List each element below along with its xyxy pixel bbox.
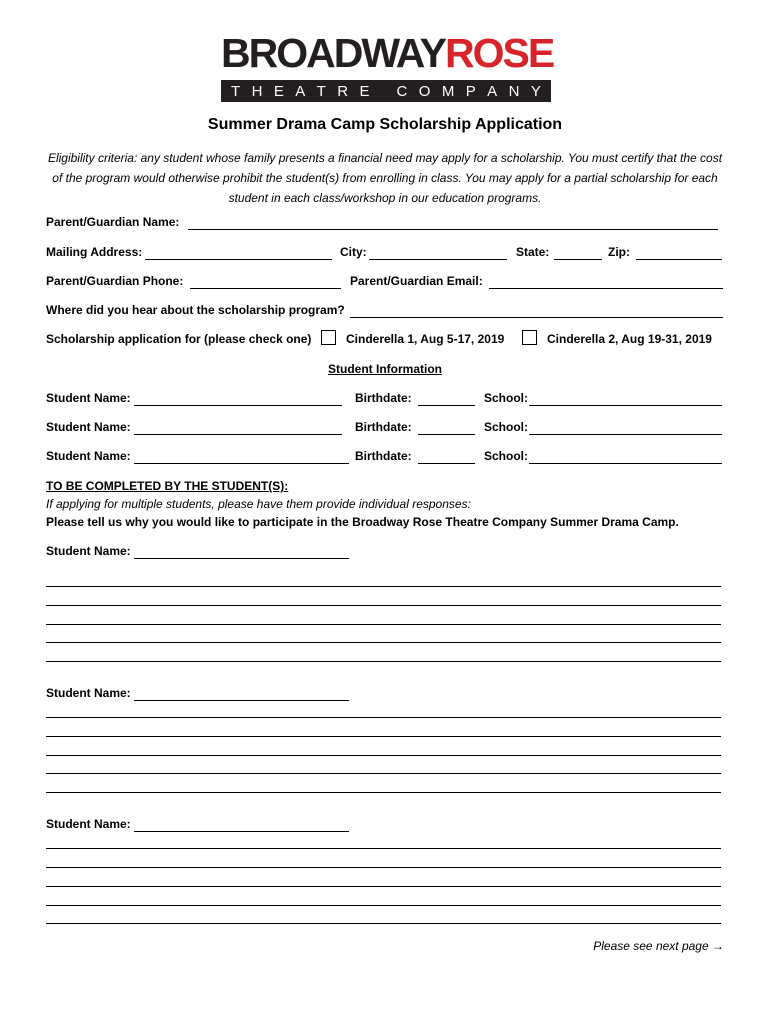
zip-label: Zip: [608, 245, 630, 259]
response-line[interactable] [46, 624, 721, 625]
scholarship-for-label: Scholarship application for (please check one) [46, 332, 312, 346]
company-logo [221, 30, 554, 76]
school-underline [529, 434, 722, 435]
response-line[interactable] [46, 586, 721, 587]
response-student-name-field[interactable] [134, 817, 349, 831]
mailing-address-label: Mailing Address: [46, 245, 143, 259]
response-line[interactable] [46, 867, 721, 868]
response-line[interactable] [46, 792, 721, 793]
birthdate-underline [418, 405, 475, 406]
logo-tagline-letter [381, 83, 385, 100]
zip-field[interactable] [636, 245, 722, 259]
logo-broadway-text: BROADWAY [221, 30, 445, 76]
response-student-name-underline [134, 700, 349, 701]
cinderella-1-label: Cinderella 1, Aug 5-17, 2019 [346, 332, 505, 346]
school-field[interactable] [529, 420, 722, 434]
logo-tagline-letter: M [441, 82, 455, 100]
logo-tagline-letter: R [337, 82, 349, 100]
mailing-address-field[interactable] [145, 245, 332, 259]
parent-email-field[interactable] [489, 274, 723, 288]
student-name-field[interactable] [134, 449, 349, 463]
response-student-name-label: Student Name: [46, 817, 131, 831]
logo-tagline-letter: A [487, 82, 498, 100]
parent-email-label: Parent/Guardian Email: [350, 274, 483, 288]
response-line[interactable] [46, 642, 721, 643]
response-line[interactable] [46, 773, 721, 774]
students-question: Please tell us why you would like to participate in the Broadway Rose Theatre Company Summer Drama Camp. [46, 515, 679, 529]
response-line[interactable] [46, 923, 721, 924]
right-arrow-icon: → [712, 939, 724, 953]
logo-tagline-letter: E [273, 82, 284, 100]
response-student-name-underline [134, 831, 349, 832]
school-field[interactable] [529, 391, 722, 405]
city-field[interactable] [369, 245, 507, 259]
logo-tagline-letter: T [316, 82, 326, 100]
logo-tagline [221, 80, 551, 102]
cinderella-2-label: Cinderella 2, Aug 19-31, 2019 [547, 332, 712, 346]
birthdate-label: Birthdate: [355, 420, 412, 434]
student-info-heading: Student Information [328, 362, 442, 376]
mailing-address-underline [145, 259, 332, 260]
birthdate-label: Birthdate: [355, 449, 412, 463]
response-student-name-label: Student Name: [46, 544, 131, 558]
school-field[interactable] [529, 449, 722, 463]
school-underline [529, 405, 722, 406]
logo-tagline-letter: P [465, 82, 476, 100]
response-line[interactable] [46, 905, 721, 906]
birthdate-label: Birthdate: [355, 391, 412, 405]
cinderella-2-checkbox[interactable] [522, 330, 537, 345]
student-name-label: Student Name: [46, 391, 131, 405]
next-page-note [593, 939, 724, 953]
city-underline [369, 259, 507, 260]
parent-phone-field[interactable] [190, 274, 341, 288]
next-page-text: Please see next page [593, 939, 709, 953]
logo-tagline-letter: T [231, 82, 241, 100]
birthdate-field[interactable] [418, 449, 475, 463]
logo-tagline-letter: H [251, 82, 263, 100]
response-line[interactable] [46, 661, 721, 662]
response-student-name-field[interactable] [134, 686, 349, 700]
parent-name-underline [188, 229, 718, 230]
response-student-name-field[interactable] [134, 544, 349, 558]
student-name-underline [134, 463, 349, 464]
response-line[interactable] [46, 717, 721, 718]
state-field[interactable] [554, 245, 602, 259]
parent-name-field[interactable] [188, 215, 718, 229]
response-line[interactable] [46, 886, 721, 887]
students-instruction: If applying for multiple students, please have them provide individual responses: [46, 497, 471, 511]
page-title: Summer Drama Camp Scholarship Application [207, 116, 563, 133]
hear-about-underline [350, 317, 723, 318]
parent-email-underline [489, 288, 723, 289]
cinderella-1-checkbox[interactable] [321, 330, 336, 345]
response-line[interactable] [46, 736, 721, 737]
logo-tagline-letter: O [418, 82, 431, 100]
response-line[interactable] [46, 605, 721, 606]
birthdate-field[interactable] [418, 420, 475, 434]
response-student-name-label: Student Name: [46, 686, 131, 700]
student-name-field[interactable] [134, 391, 342, 405]
school-label: School: [484, 449, 528, 463]
logo-tagline-letter: A [295, 82, 306, 100]
birthdate-field[interactable] [418, 391, 475, 405]
eligibility-criteria: Eligibility criteria: any student whose family presents a financial need may apply for a scholarship. You must certify that the cost of the program would otherwise prohibit the student(s) from enrolling in class. You may apply for a partial scholarship for each student in each class/workshop in our education programs. [47, 151, 723, 205]
school-underline [529, 463, 722, 464]
school-label: School: [484, 391, 528, 405]
hear-about-label: Where did you hear about the scholarship program? [46, 303, 345, 317]
response-line[interactable] [46, 848, 721, 849]
logo-tagline-letter: E [359, 82, 370, 100]
logo-tagline-letter: Y [530, 82, 541, 100]
response-line[interactable] [46, 755, 721, 756]
student-name-underline [134, 405, 342, 406]
birthdate-underline [418, 434, 475, 435]
zip-underline [636, 259, 722, 260]
students-section-heading: TO BE COMPLETED BY THE STUDENT(S): [46, 479, 289, 493]
response-student-name-underline [134, 558, 349, 559]
student-name-label: Student Name: [46, 420, 131, 434]
city-label: City: [340, 245, 367, 259]
state-label: State: [516, 245, 550, 259]
student-name-field[interactable] [134, 420, 342, 434]
logo-rose-text: ROSE [444, 30, 554, 76]
student-name-underline [134, 434, 342, 435]
birthdate-underline [418, 463, 475, 464]
student-name-label: Student Name: [46, 449, 131, 463]
logo-tagline-letter: N [508, 82, 520, 100]
state-underline [554, 259, 602, 260]
parent-phone-underline [190, 288, 341, 289]
hear-about-field[interactable] [350, 303, 723, 317]
school-label: School: [484, 420, 528, 434]
parent-phone-label: Parent/Guardian Phone: [46, 274, 184, 288]
parent-name-label: Parent/Guardian Name: [46, 215, 180, 229]
logo-tagline-letter: C [396, 82, 408, 100]
